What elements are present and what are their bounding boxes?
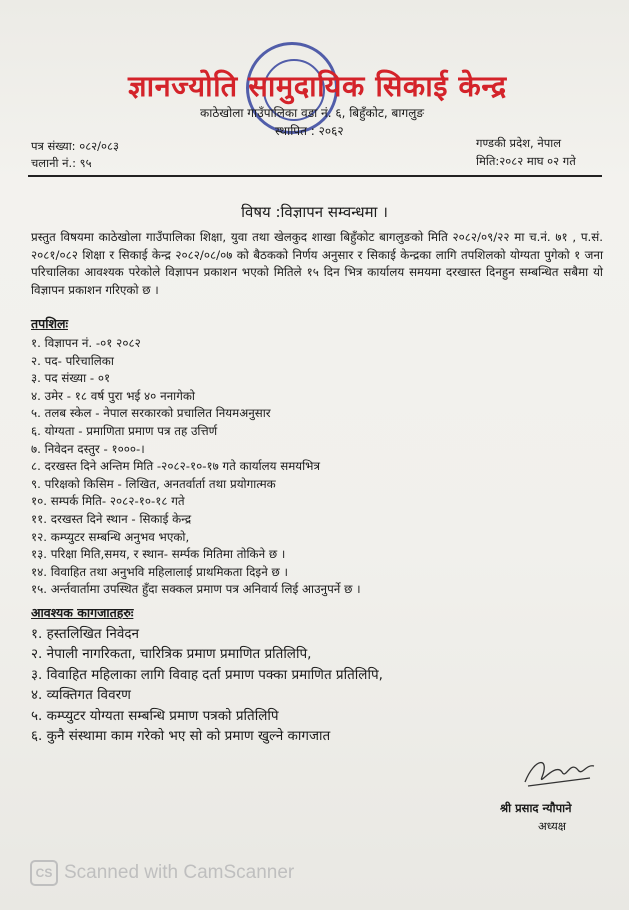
list-item: ४. उमेर - १८ वर्ष पुरा भई ४० ननागेको [31, 388, 195, 403]
province: गण्डकी प्रदेश, नेपाल [476, 136, 562, 150]
body-paragraph: प्रस्तुत विषयमा काठेखोला गाउँपालिका शिक्षा, युवा तथा खेलकुद शाखा बिहुँकोट बागलुङको मिति २०८२/०९/२२ मा च.नं. ७१ , प.सं. २०८१/०८२ शिक्षा र सिकाई केन्द्र २०८२/०८/०७ को बैठकको निर्णय अनुसार र सिकाई केन्द्रका लागि तपशिलको योग्यता पुगेको १ जना परिचालिका आवश्यक परेकोले विज्ञापन प्रकाशन भएको मितिले १५ दिन भित्र कार्यालय समयमा दरखास्त दिनहुन सम्बन्धित सबैमा यो विज्ञापन प्रकाशन गरिएको छ । [31, 230, 603, 297]
letter-number: पत्र संख्या: ०८२/०८३ [31, 139, 119, 153]
list-item: १३. परिक्षा मिति,समय, र स्थान- सर्म्पक मितिमा तोकिने छ । [31, 547, 286, 562]
camscanner-watermark [30, 860, 294, 886]
established-year: स्थापित : २०६२ [275, 124, 344, 138]
org-address: काठेखोला गाउँपालिका वडा नं. ६, बिहुँकोट, बागलुङ [200, 106, 425, 120]
list-item: १०. सम्पर्क मिति- २०८२-१०-१८ गते [31, 494, 185, 509]
list-item: २. नेपाली नागरिकता, चारित्रिक प्रमाण प्रमाणित प्रतिलिपि, [31, 646, 312, 663]
list-item: १. हस्तलिखित निवेदन [31, 626, 140, 642]
subject-line: विषय :विज्ञापन सम्वन्धमा । [241, 203, 388, 221]
documents-heading: आवश्यक कागजातहरुः [31, 605, 134, 620]
camscanner-logo-icon: CS [30, 860, 58, 886]
list-item: ५. तलब स्केल - नेपाल सरकारको प्रचालित नियमअनुसार [31, 406, 271, 421]
list-item: १. विज्ञापन नं. -०१ २०८२ [31, 336, 141, 350]
list-item: १५. अर्न्तवार्तामा उपस्थित हुँदा सक्कल प्रमाण पत्र अनिवार्य लिई आउनुपर्ने छ । [31, 582, 361, 597]
details-heading: तपशिलः [31, 316, 68, 331]
signatory-name: श्री प्रसाद न्यौपाने [500, 801, 572, 815]
header-divider [28, 175, 602, 177]
list-item: ५. कम्प्युटर योग्यता सम्बन्धि प्रमाण पत्रको प्रतिलिपि [31, 707, 279, 724]
org-title: ज्ञानज्योति सामुदायिक सिकाई केन्द्र [128, 69, 507, 103]
list-item: ९. परिक्षको किसिम - लिखित, अनतर्वार्ता तथा प्रयोगात्मक [31, 476, 276, 491]
signatory-role: अध्यक्ष [538, 819, 567, 833]
list-item: ६. योग्यता - प्रमाणिता प्रमाण पत्र तह उत्तिर्ण [31, 423, 218, 438]
list-item: १४. विवाहित तथा अनुभवि महिलालाई प्राथमिकता दिइने छ । [31, 564, 289, 579]
dispatch-number: चलानी नं.: ९५ [31, 156, 92, 170]
documents-list [31, 624, 383, 746]
letter-date: मिति:२०८२ माघ ०२ गते [476, 154, 576, 168]
details-list [31, 335, 361, 599]
list-item: ३. विवाहित महिलाका लागि विवाह दर्ता प्रमाण पक्का प्रमाणित प्रतिलिपि, [31, 666, 383, 683]
list-item: ८. दरखस्त दिने अन्तिम मिति -२०८२-१०-१७ गते कार्यालय समयभित्र [31, 459, 320, 474]
list-item: ६. कुनै संस्थामा काम गरेको भए सो को प्रमाण खुल्ने कागजात [31, 728, 331, 745]
signature [520, 752, 600, 792]
list-item: ७. निवेदन दस्तुर - १०००-। [31, 441, 145, 456]
list-item: ४. व्यक्तिगत विवरण [31, 687, 131, 704]
list-item: १२. कम्प्युटर सम्बन्धि अनुभव भएको, [31, 529, 190, 544]
watermark-text: Scanned with CamScanner [64, 862, 295, 884]
list-item: ११. दरखस्त दिने स्थान - सिकाई केन्द्र [31, 511, 192, 526]
list-item: ३. पद संख्या - ०१ [31, 371, 111, 386]
list-item: २. पद- परिचालिका [31, 353, 114, 368]
